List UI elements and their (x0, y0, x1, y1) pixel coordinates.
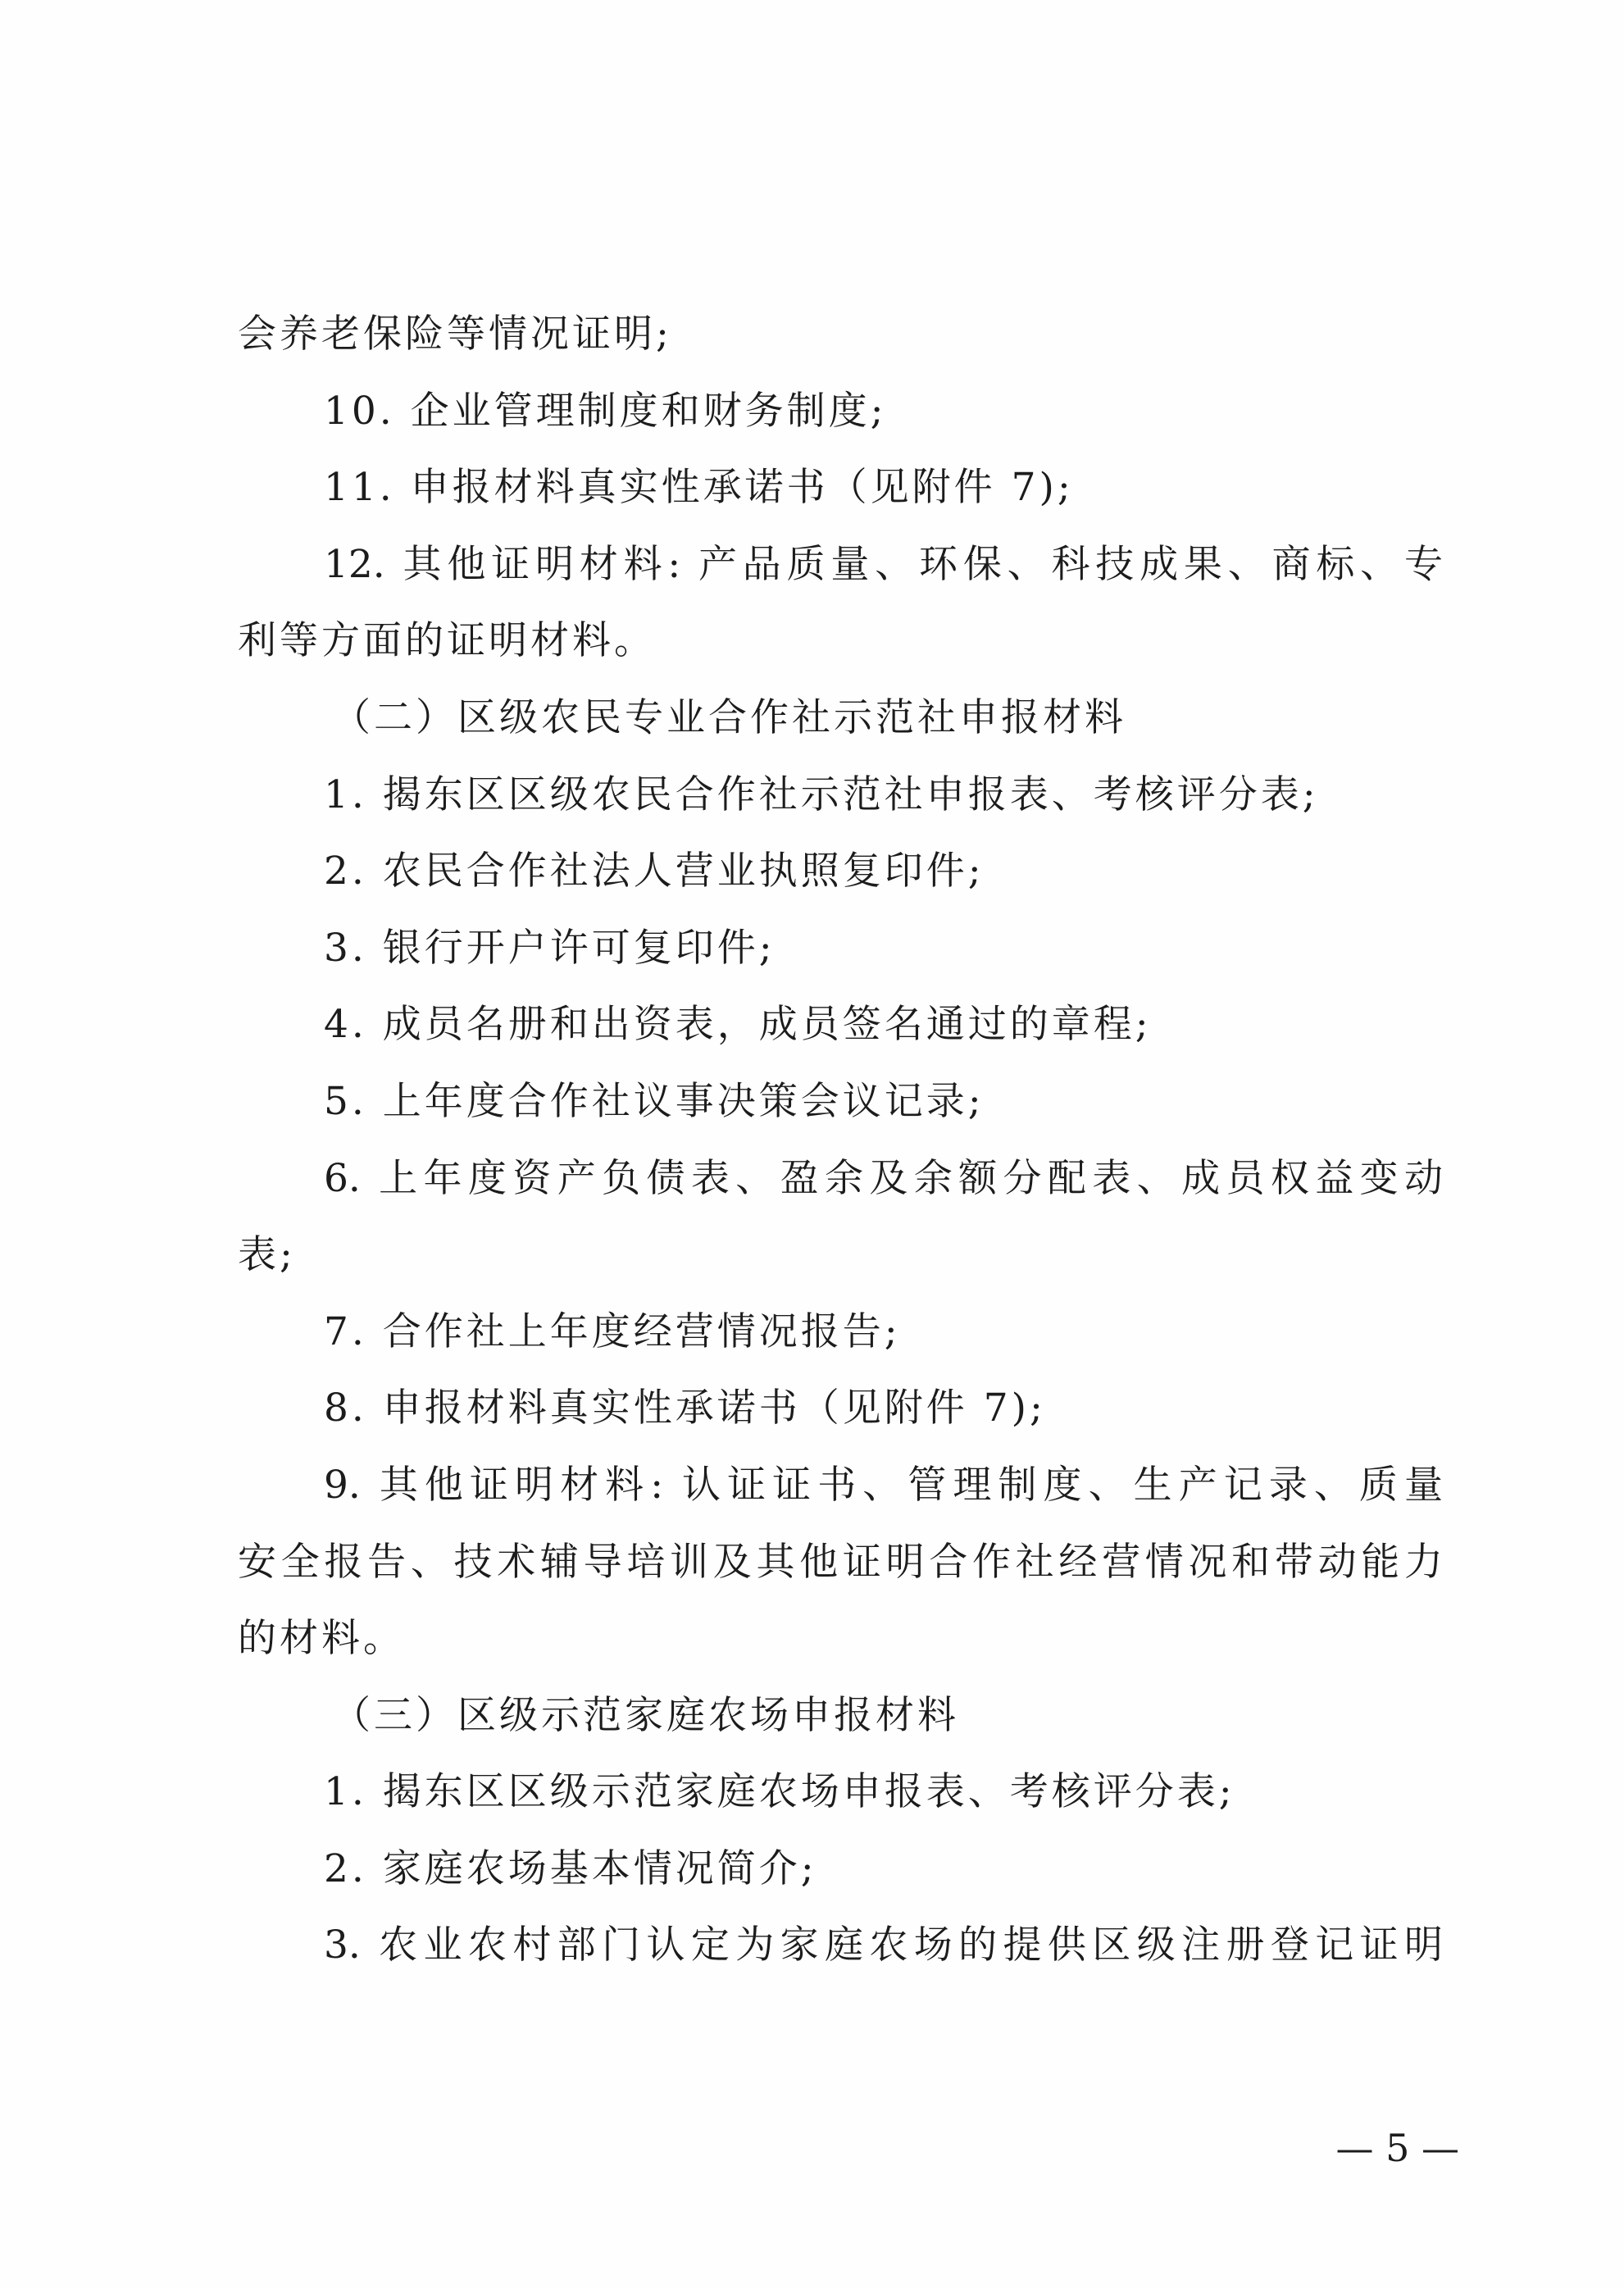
list-item: 1. 揭东区区级农民合作社示范社申报表、考核评分表; (324, 772, 1319, 817)
page-number: — 5 — (1335, 2126, 1459, 2170)
list-item: 2. 家庭农场基本情况简介; (324, 1846, 817, 1891)
text-line: 的材料。 (238, 1616, 405, 1661)
text-line: 会养老保险等情况证明; (238, 312, 672, 357)
list-item: 10. 企业管理制度和财务制度; (324, 389, 887, 434)
section-heading: （三）区级示范家庭农场申报材料 (332, 1693, 959, 1738)
list-item: 2. 农民合作社法人营业执照复印件; (324, 849, 985, 894)
list-item: 12. 其他证明材料: 产品质量、环保、科技成果、商标、专 (324, 542, 1443, 587)
list-item: 3. 农业农村部门认定为家庭农场的提供区级注册登记证明 (324, 1923, 1443, 1968)
text-line: 安全报告、技术辅导培训及其他证明合作社经营情况和带动能力 (238, 1540, 1443, 1585)
list-item: 11. 申报材料真实性承诺书（见附件 7); (324, 465, 1074, 510)
text-line: 表; (238, 1232, 296, 1277)
list-item: 5. 上年度合作社议事决策会议记录; (324, 1079, 985, 1124)
list-item: 9. 其他证明材料: 认证证书、管理制度、生产记录、质量 (324, 1463, 1443, 1508)
section-heading: （二）区级农民专业合作社示范社申报材料 (332, 695, 1126, 740)
text-line: 利等方面的证明材料。 (238, 618, 656, 663)
list-item: 3. 银行开户许可复印件; (324, 926, 776, 971)
list-item: 6. 上年度资产负债表、盈余及余额分配表、成员权益变动 (324, 1156, 1443, 1201)
list-item: 7. 合作社上年度经营情况报告; (324, 1309, 901, 1354)
list-item: 8. 申报材料真实性承诺书（见附件 7); (324, 1386, 1046, 1431)
list-item: 1. 揭东区区级示范家庭农场申报表、考核评分表; (324, 1769, 1235, 1814)
list-item: 4. 成员名册和出资表，成员签名通过的章程; (324, 1002, 1152, 1047)
